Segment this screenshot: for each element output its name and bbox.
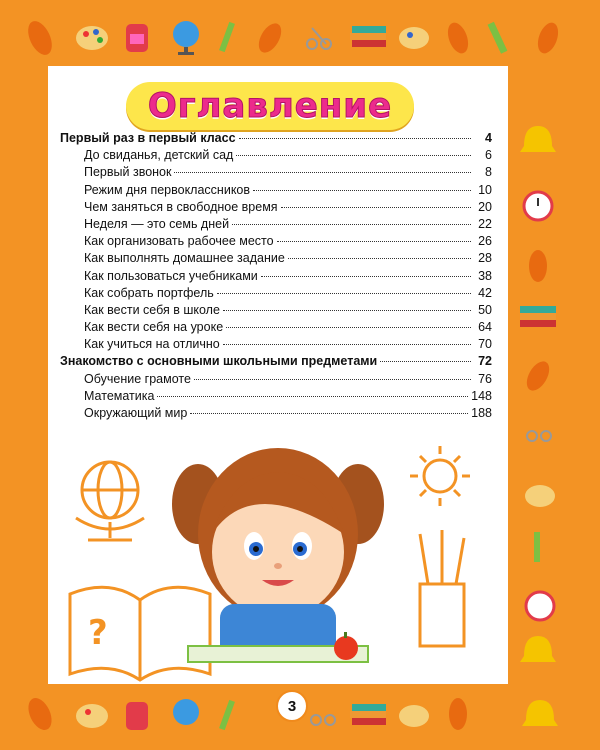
right-border-decorations: [508, 66, 600, 684]
toc-entry: [60, 234, 492, 251]
toc-entry-title: Как вести себя на уроке: [84, 320, 224, 335]
toc-entry-title: Знакомство с основными школьными предметами: [60, 354, 378, 369]
toc-entry-title: Обучение грамоте: [84, 371, 191, 386]
toc-entry-page: 20: [478, 199, 492, 214]
toc-entry-page: 72: [478, 354, 492, 369]
toc-entry: [60, 183, 492, 200]
toc-leader-dots: [217, 293, 471, 294]
bell-icon: [520, 636, 556, 662]
leaf-icon: [534, 20, 562, 56]
scissors-icon: [311, 715, 335, 725]
leaf-icon: [522, 358, 554, 395]
alarm-clock-icon: [526, 592, 554, 620]
toc-entry-page: 38: [478, 268, 492, 283]
toc-entry-page: 22: [478, 216, 492, 231]
toc-leader-dots: [380, 361, 471, 362]
pencil-icon: [219, 700, 235, 730]
leaf-icon: [23, 17, 56, 58]
globe-icon: [173, 699, 199, 725]
title-banner: [140, 78, 400, 134]
toc-entry-title: Как вести себя в школе: [84, 302, 220, 317]
toc-leader-dots: [281, 207, 471, 208]
toc-entry: [60, 217, 492, 234]
palette-icon: [399, 705, 429, 727]
leaf-icon: [254, 20, 286, 57]
toc-entry: [60, 337, 492, 354]
illustrations: [48, 434, 508, 684]
toc-entry-page: 188: [471, 406, 492, 420]
toc-entry-page: 148: [471, 388, 492, 403]
toc-entry-page: 28: [478, 251, 492, 266]
toc-entry: [60, 286, 492, 303]
toc-leader-dots: [194, 379, 471, 380]
toc-entry-page: 4: [485, 131, 492, 145]
palette-icon: [525, 485, 555, 507]
toc-entry: [60, 320, 492, 337]
toc-entry: [60, 131, 492, 148]
open-book-sketch-icon: [70, 587, 210, 680]
toc-leader-dots: [288, 258, 471, 259]
top-border-decorations: [0, 0, 600, 66]
toc-entry-title: Как собрать портфель: [84, 285, 214, 300]
scissors-icon: [307, 28, 331, 49]
bell-icon: [522, 700, 558, 726]
table-of-contents: [60, 131, 492, 423]
toc-entry-title: Режим дня первоклассников: [84, 182, 251, 197]
toc-entry: [60, 389, 492, 406]
title-pill: [126, 82, 414, 130]
bell-icon: [520, 126, 556, 152]
toc-entry-title: Первый раз в первый класс: [60, 131, 236, 145]
pencil-icon: [534, 532, 540, 562]
toc-entry-page: 26: [478, 234, 492, 249]
page-number: 3: [276, 690, 308, 722]
toc-leader-dots: [236, 155, 471, 156]
leaf-icon: [529, 250, 547, 282]
books-icon: [350, 26, 386, 47]
toc-entry-page: 6: [485, 148, 492, 163]
toc-entry: [60, 372, 492, 389]
palette-icon: [76, 704, 108, 728]
pencil-cup-sketch-icon: [420, 530, 464, 646]
toc-entry-title: Чем заняться в свободное время: [84, 199, 278, 214]
toc-leader-dots: [232, 224, 471, 225]
toc-leader-dots: [157, 396, 468, 397]
leaf-icon: [24, 694, 56, 733]
toc-entry-title: Первый звонок: [84, 165, 172, 180]
toc-entry-title: Как учиться на отлично: [84, 337, 220, 352]
toc-entry: [60, 303, 492, 320]
toc-entry: [60, 200, 492, 217]
toc-leader-dots: [174, 172, 471, 173]
toc-entry-page: 64: [478, 320, 492, 335]
svg-text:?: ?: [88, 613, 108, 653]
globe-icon: [173, 21, 199, 55]
page-title: Оглавление: [147, 86, 393, 126]
toc-entry: [60, 406, 492, 423]
palette-icon: [399, 27, 429, 49]
toc-leader-dots: [239, 138, 471, 139]
scissors-icon: [527, 431, 551, 441]
toc-entry-page: 50: [478, 302, 492, 317]
leaf-icon: [444, 20, 472, 56]
toc-entry: [60, 165, 492, 182]
toc-entry-title: До свиданья, детский сад: [84, 148, 234, 163]
backpack-icon: [126, 702, 148, 730]
toc-entry-page: 10: [478, 182, 492, 197]
globe-sketch-icon: [76, 462, 144, 540]
toc-leader-dots: [223, 310, 471, 311]
toc-leader-dots: [253, 190, 471, 191]
toc-entry-page: 8: [485, 165, 492, 180]
toc-entry: [60, 251, 492, 268]
toc-entry-title: Как организовать рабочее место: [84, 234, 274, 249]
books-icon: [350, 704, 386, 725]
palette-icon: [76, 26, 108, 50]
toc-leader-dots: [226, 327, 471, 328]
toc-entry-title: Окружающий мир: [84, 406, 188, 420]
toc-entry-page: 42: [478, 285, 492, 300]
leaf-icon: [449, 698, 467, 730]
sun-sketch-icon: [410, 446, 470, 506]
toc-entry-page: 76: [478, 371, 492, 386]
books-icon: [520, 306, 556, 327]
toc-entry-title: Математика: [84, 388, 155, 403]
toc-leader-dots: [190, 413, 468, 414]
toc-entry-title: Как выполнять домашнее задание: [84, 251, 285, 266]
toc-entry-title: Неделя — это семь дней: [84, 216, 230, 231]
toc-entry: [60, 354, 492, 371]
ruler-icon: [488, 22, 508, 54]
toc-entry: [60, 269, 492, 286]
alarm-clock-icon: [524, 192, 552, 220]
toc-entry: [60, 148, 492, 165]
pencil-icon: [219, 22, 235, 52]
toc-entry-page: 70: [478, 337, 492, 352]
toc-leader-dots: [261, 276, 471, 277]
toc-leader-dots: [277, 241, 471, 242]
girl-illustration: [172, 448, 384, 662]
toc-entry-title: Как пользоваться учебниками: [84, 268, 258, 283]
toc-leader-dots: [223, 344, 471, 345]
backpack-icon: [126, 24, 148, 52]
